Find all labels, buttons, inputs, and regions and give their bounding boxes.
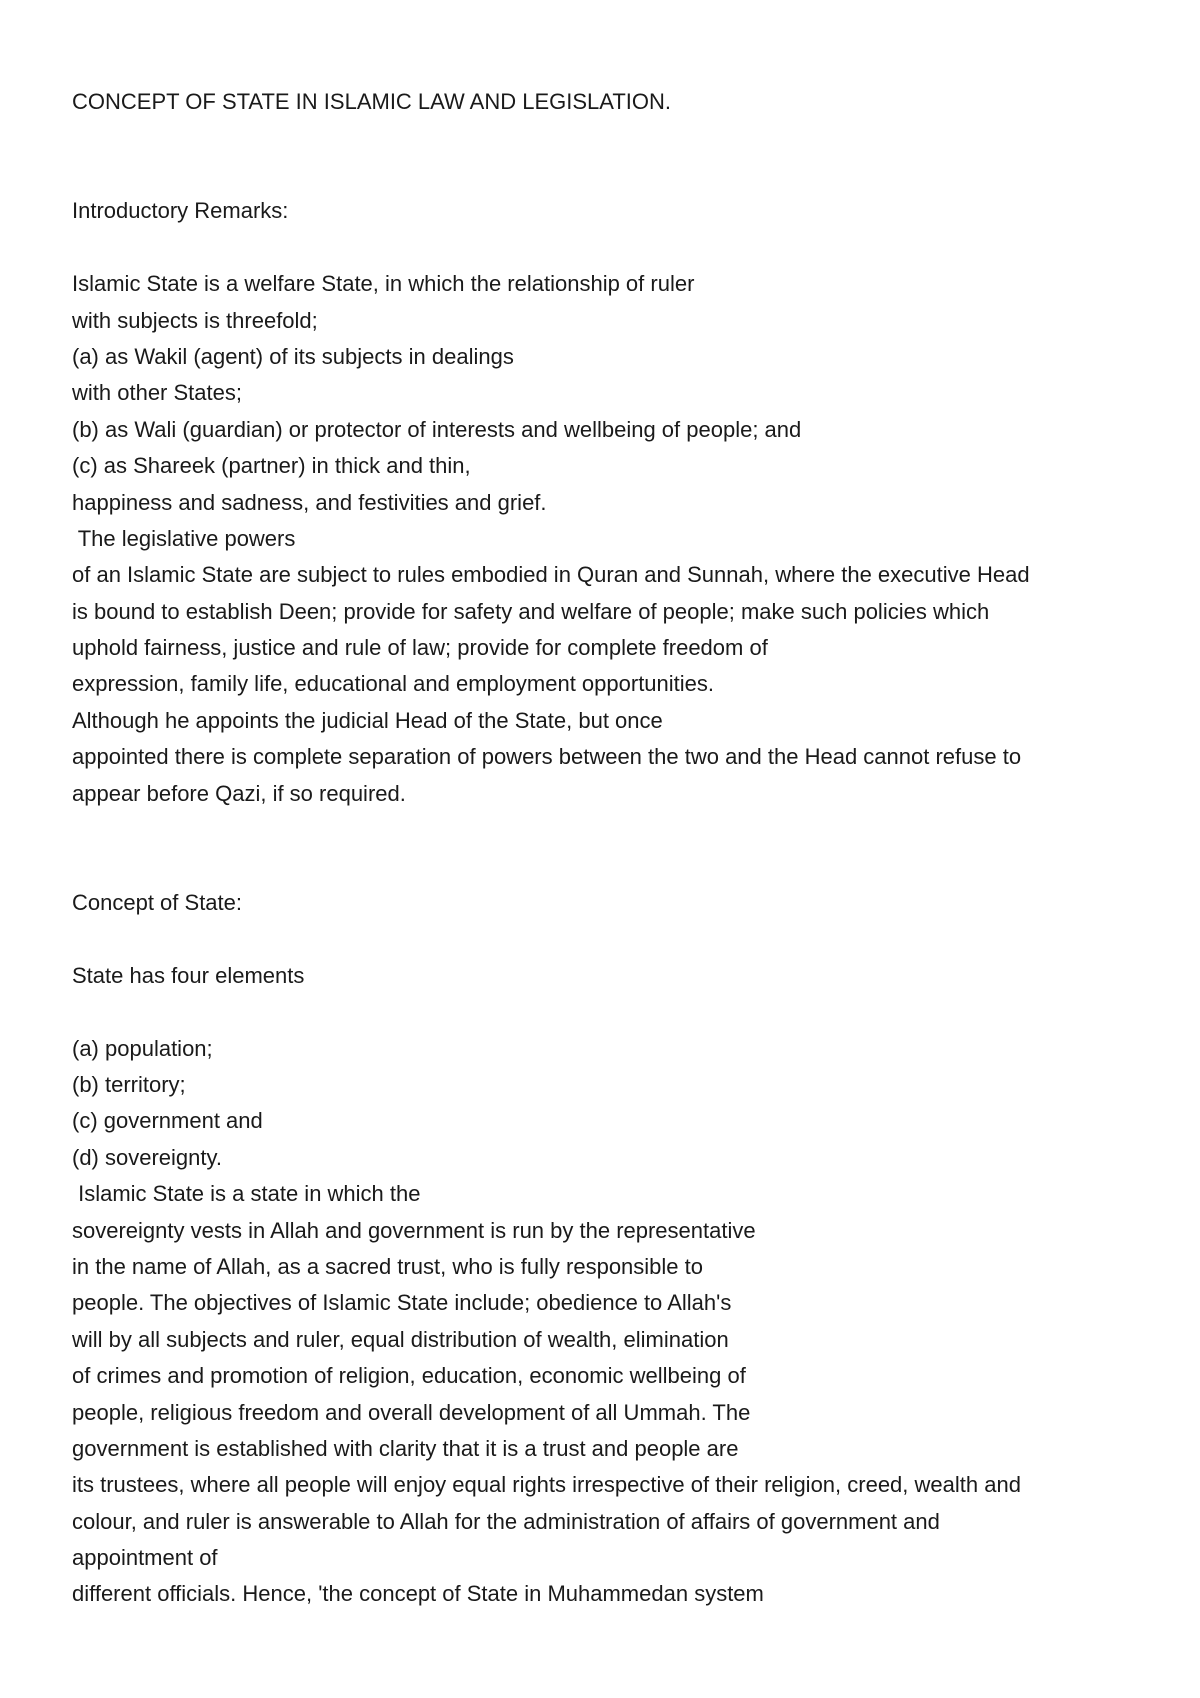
text-line: people. The objectives of Islamic State include; obedience to Allah's [72,1290,732,1316]
document-body [72,84,1152,1613]
text-line: happiness and sadness, and festivities and grief. [72,489,547,515]
elements-heading: State has four elements [72,962,305,988]
text-line: expression, family life, educational and employment opportunities. [72,671,715,697]
text-line: will by all subjects and ruler, equal distribution of wealth, elimination [72,1326,729,1352]
text-line: (d) sovereignty. [72,1144,222,1170]
text-line: (a) as Wakil (agent) of its subjects in dealings [72,343,514,369]
text-line: with subjects is threefold; [72,307,318,333]
spacer [72,994,1152,1030]
text-line: Although he appoints the judicial Head of the State, but once [72,707,663,733]
text-line: appointed there is complete separation of powers between the two and the Head cannot refuse to [72,744,1022,770]
text-line: with other States; [72,380,242,406]
spacer [72,230,1152,266]
text-line: different officials. Hence, 'the concept of State in Muhammedan system [72,1581,764,1607]
text-line: people, religious freedom and overall development of all Ummah. The [72,1399,751,1425]
text-line: (a) population; [72,1035,213,1061]
spacer [72,921,1152,957]
text-line: government is established with clarity that it is a trust and people are [72,1435,739,1461]
text-line: appointment of [72,1545,218,1571]
text-line: its trustees, where all people will enjoy equal rights irrespective of their religion, creed, wealth and [72,1472,1021,1498]
text-line: in the name of Allah, as a sacred trust, who is fully responsible to [72,1253,703,1279]
text-line: sovereignty vests in Allah and government is run by the representative [72,1217,756,1243]
text-line: appear before Qazi, if so required. [72,780,406,806]
text-line: (c) as Shareek (partner) in thick and thin, [72,453,471,479]
text-line: colour, and ruler is answerable to Allah for the administration of affairs of government and [72,1508,940,1534]
document-title: CONCEPT OF STATE IN ISLAMIC LAW AND LEGISLATION. [72,89,671,114]
text-line: of an Islamic State are subject to rules embodied in Quran and Sunnah, where the executive Head [72,562,1030,588]
text-line: The legislative powers [72,525,296,551]
text-line: is bound to establish Deen; provide for safety and welfare of people; make such policies which [72,598,990,624]
concept-heading: Concept of State: [72,890,242,916]
text-line: (c) government and [72,1108,263,1134]
intro-paragraph [72,266,1152,812]
text-line: of crimes and promotion of religion, education, economic wellbeing of [72,1363,746,1389]
text-line: (b) territory; [72,1071,186,1097]
spacer [72,120,1152,193]
text-line: (b) as Wali (guardian) or protector of interests and wellbeing of people; and [72,416,802,442]
text-line: uphold fairness, justice and rule of law; provide for complete freedom of [72,635,768,661]
spacer [72,812,1152,885]
elements-paragraph [72,1031,1152,1613]
text-line: Islamic State is a state in which the [72,1181,421,1207]
intro-heading: Introductory Remarks: [72,198,289,224]
text-line: Islamic State is a welfare State, in which the relationship of ruler [72,271,695,297]
